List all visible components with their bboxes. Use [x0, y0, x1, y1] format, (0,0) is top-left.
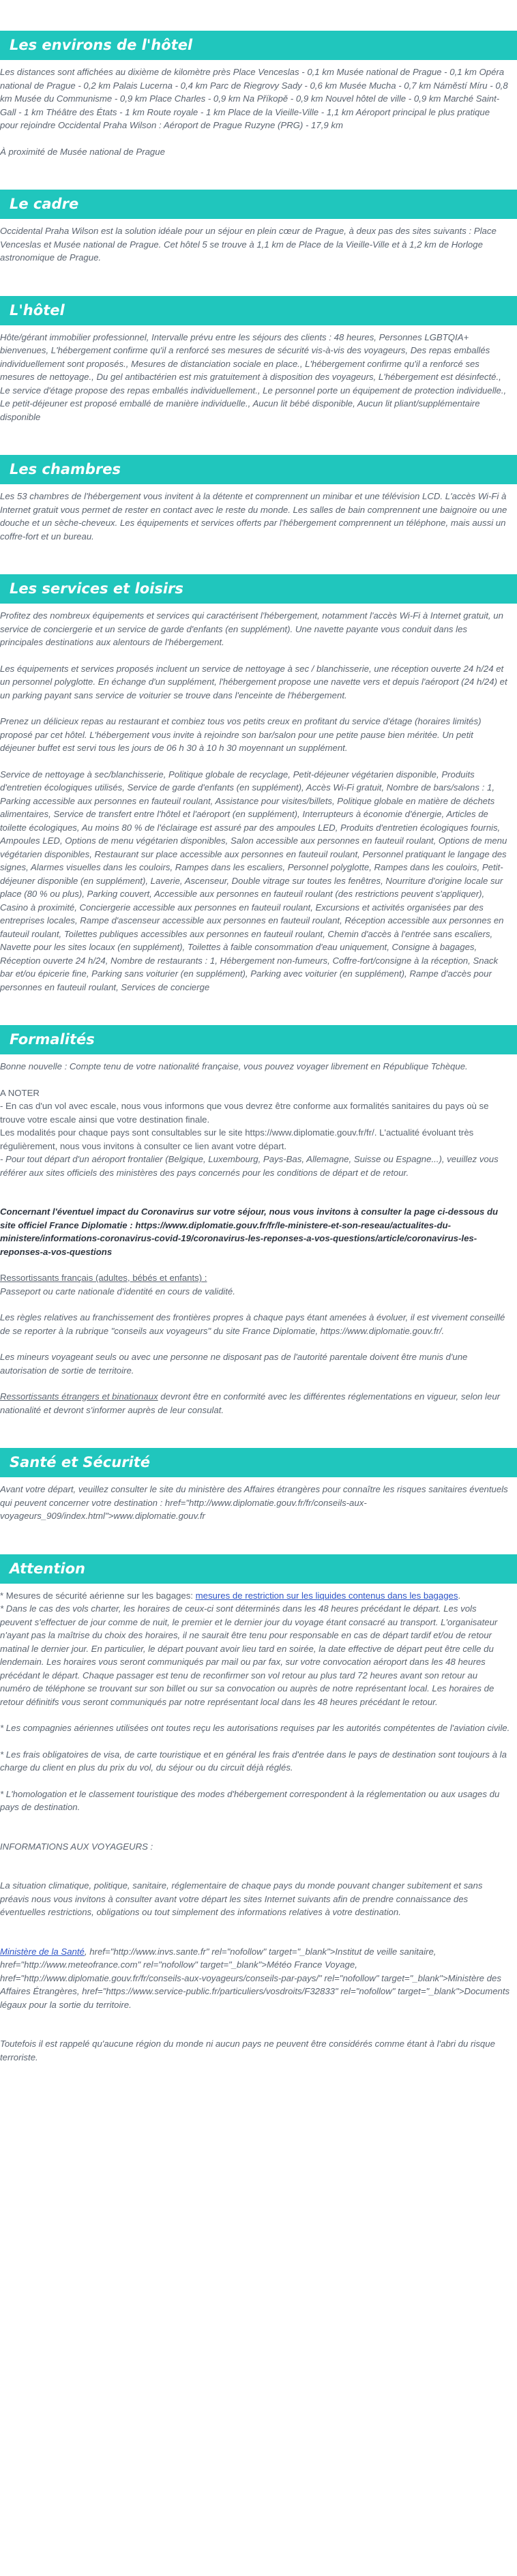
- section-title: Santé et Sécurité: [0, 1448, 517, 1477]
- liquids-restriction-link[interactable]: mesures de restriction sur les liquides contenus dans les bagages: [195, 1590, 458, 1601]
- foreign-nationals-heading: Ressortissants étrangers et binationaux: [0, 1391, 158, 1402]
- section-services: [0, 574, 517, 994]
- paragraph: * L'homologation et le classement touristique des modes d'hébergement correspondent à la réglementation ou aux usages du pays de destination.: [0, 1788, 500, 1812]
- paragraph: [0, 1390, 510, 1417]
- paragraph: Les règles relatives au franchissement des frontières propres à chaque pays étant amenées à évoluer, il est vivement conseillé de se reporter à la rubrique "conseils aux voyageurs" du site France Diplomatie, https://www.diplomatie.gouv.fr/.: [0, 1312, 505, 1336]
- section-title: Formalités: [0, 1025, 517, 1054]
- section-title: Les environs de l'hôtel: [0, 31, 517, 60]
- section-title: Attention: [0, 1554, 517, 1584]
- paragraph: Les équipements et services proposés incluent un service de nettoyage à sec / blanchisserie, une réception ouverte 24 h/24 et un personnel polyglotte. En échange d'un supplément, l'hébergement propose une navette vers et depuis l'aéroport (24 h/24) et un parking payant sans service de voiturier se trouve dans l'enceinte de l'hébergement.: [0, 663, 507, 700]
- paragraph: Bonne nouvelle : Compte tenu de votre nationalité française, vous pouvez voyager librement en République Tchèque.: [0, 1061, 468, 1071]
- section-chambres: [0, 455, 517, 543]
- paragraph: Les 53 chambres de l'hébergement vous invitent à la détente et comprennent un minibar et une télévision LCD. L'accès Wi-Fi à Internet gratuit vous permet de rester en contact avec le reste du monde. Les salles de bain comprennent une baignoire ou une douche et un sèche-cheveux. Les équipements et services offerts par l'hébergement comprennent un téléphone, mais aussi un coffre-fort et un bureau.: [0, 491, 507, 542]
- section-title: L'hôtel: [0, 296, 517, 325]
- note-heading: A NOTER: [0, 1087, 40, 1098]
- text: , href="http://www.invs.sante.fr" rel="nofollow" target="_blank">Institut de veille sanitaire, href="http://www.meteofrance.com" rel="nofollow" target="_blank">Météo France Voyage, href="http://www.diplomatie.gouv.fr/fr/conseils-aux-voyageurs/conseils-par-pays/" rel="nofollow" target="_blank">Ministère des Affaires Étrangères, href="https://www.service-public.fr/particuliers/vosdroits/F32833" rel="nofollow" target="_blank">Documents légaux pour la sortie du territoire.: [0, 1946, 510, 2010]
- paragraph: * Dans le cas des vols charter, les horaires de ceux-ci sont déterminés dans les 48 heures précédant le départ. Les vols peuvent s'effectuer de jour comme de nuit, le premier et le dernier jour du voyage étant consacré au transport. L'organisateur n'ayant pas la maîtrise du choix des horaires, il ne saurait être tenu pour responsable en cas de départ tardif et/ou de retour matinal le dernier jour. En particulier, le départ pouvant avoir lieu tard en soirée, la date effective de départ peut être celle du lendemain. Les horaires vous seront communiqués par mail ou par fax, sur votre convocation aéroport dans les 48 heures précédant le départ. Chaque passager est tenu de reconfirmer son vol retour au plus tard 72 heures avant son retour au numéro de téléphone se trouvant sur son billet ou sur sa convocation ou auprès de notre représentant local. Les horaires de retour définitifs vous seront communiqués par notre représentant local dans les 48 heures précédant le retour.: [0, 1603, 498, 1707]
- paragraph: INFORMATIONS AUX VOYAGEURS :: [0, 1841, 153, 1852]
- health-ministry-link[interactable]: Ministère de la Santé: [0, 1946, 85, 1957]
- paragraph: [0, 1945, 510, 2012]
- paragraph: Occidental Praha Wilson est la solution idéale pour un séjour en plein cœur de Prague, à deux pas des sites suivants : Place Venceslas et Musée national de Prague. Cet hôtel 5 se trouve à 1,1 km de Place de la Vieille-Ville et à 1,2 km de Horloge astronomique de Prague.: [0, 226, 497, 263]
- note-item: - En cas d'un vol avec escale, nous vous informons que vous devrez être conforme aux formalités sanitaires du pays où se trouve votre escale ainsi que votre destination finale.: [0, 1101, 489, 1125]
- paragraph: Profitez des nombreux équipements et services qui caractérisent l'hébergement, notamment l'accès Wi-Fi à Internet gratuit, un service de conciergerie et un service de garde d'enfants (en supplément). Une navette payante vous conduit dans les principales destinations aux alentours de l'hébergement.: [0, 610, 503, 647]
- note-item: Les modalités pour chaque pays sont consultables sur le site https://www.diplomatie.gouv.fr/fr/. L'actualité évoluant très régulièrement, nous vous invitons à consulter ce lien avant votre départ.: [0, 1127, 474, 1151]
- note-item: - Pour tout départ d'un aéroport frontalier (Belgique, Luxembourg, Pays-Bas, Allemagne, Suisse ou Espagne...), veuillez vous référer aux sites officiels des ministères des pays concernés pour les conditions de départ et de retour.: [0, 1154, 499, 1178]
- text: .: [458, 1590, 461, 1601]
- paragraph: Prenez un délicieux repas au restaurant et combiez tous vos petits creux en profitant du service d'étage (horaires limités) proposé par cet hôtel. L'hébergement vous invite à rejoindre son bar/salon pour une petite pause bien méritée. Un petit déjeuner buffet est servi tous les jours de 06 h 30 à 10 h 30 moyennant un supplément.: [0, 716, 482, 753]
- paragraph: Avant votre départ, veuillez consulter le site du ministère des Affaires étrangères pour connaître les risques sanitaires éventuels qui peuvent concerner votre destination : href="http://www.diplomatie.gouv.fr/fr/conseils-aux-voyageurs_909/index.html">www.diplomatie.gouv.fr: [0, 1484, 508, 1521]
- paragraph: Les mineurs voyageant seuls ou avec une personne ne disposant pas de l'autorité parentale doivent être munis d'une autorisation de sortie de territoire.: [0, 1352, 468, 1376]
- section-hotel: [0, 296, 517, 424]
- section-sante: [0, 1448, 517, 1523]
- paragraph: Toutefois il est rappelé qu'aucune région du monde ni aucun pays ne peuvent être considérés comme étant à l'abri du risque terroriste.: [0, 2039, 495, 2062]
- section-environs: [0, 31, 517, 158]
- text: * Mesures de sécurité aérienne sur les bagages:: [0, 1590, 196, 1601]
- paragraph: [0, 1589, 510, 1603]
- french-nationals-heading: Ressortissants français (adultes, bébés et enfants) :: [0, 1273, 207, 1283]
- section-attention: [0, 1554, 517, 2064]
- section-title: Le cadre: [0, 190, 517, 219]
- covid-notice: Concernant l'éventuel impact du Coronavirus sur votre séjour, nous vous invitons à consulter la page ci-dessous du site officiel France Diplomatie : https://www.diplomatie.gouv.fr/fr/le-ministere-et-son-reseau/actualites-du-ministere/informations-coronavirus-covid-19/coronavirus-les-reponses-a-vos-questions/article/coronavirus-les-reponses-a-vos-questions: [0, 1206, 499, 1257]
- paragraph: Les distances sont affichées au dixième de kilomètre près Place Venceslas - 0,1 km Musée national de Prague - 0,1 km Opéra national de Prague - 0,2 km Palais Lucerna - 0,4 km Parc de Riegrovy Sady - 0,6 km Musée Mucha - 0,7 km Náměstí Míru - 0,8 km Musée du Communisme - 0,9 km Place Charles - 0,9 km Na Příkopě - 0,9 km Nouvel hôtel de ville - 0,9 km Marché Saint-Gall - 1 km Théâtre des États - 1 km Route royale - 1 km Place de la Vieille-Ville - 1,1 km Aéroport principal le plus pratique pour rejoindre Occidental Praha Wilson : Aéroport de Prague Ruzyne (PRG) - 17,9 km: [0, 67, 508, 130]
- section-formalites: [0, 1025, 517, 1417]
- paragraph: * Les frais obligatoires de visa, de carte touristique et en général les frais d'entrée dans le pays de destination sont toujours à la charge du client en plus du prix du vol, du séjour ou du circuit déjà réglés.: [0, 1749, 507, 1773]
- section-title: Les chambres: [0, 455, 517, 484]
- paragraph: Service de nettoyage à sec/blanchisserie, Politique globale de recyclage, Petit-déjeuner végétarien disponible, Produits d'entretien écologiques utilisés, Service de garde d'enfants (en supplément), Accès Wi-Fi gratuit, Nombre de bars/salons : 1, Parking accessible aux personnes en fauteuil roulant, Assistance pour visites/billets, Politique globale en matière de déchets alimentaires, Service de transfert entre l'hôtel et l'aéroport (en supplément), Interrupteurs à économie d'énergie, Articles de toilette écologiques, Au moins 80 % de l'éclairage est assuré par des ampoules LED, Produits d'entretien écologiques fournis, Ampoules LED, Options de menu végétarien disponibles, Salon accessible aux personnes en fauteuil roulant, Options de menu végétarien disponibles, Restaurant sur place accessible aux personnes en fauteuil roulant, Personnel pratiquant le langage des signes, Alarmes visuelles dans les couloirs, Rampes dans les escaliers, Personnel polyglotte, Rampes dans les couloirs, Petit-déjeuner disponible (en supplément), Laverie, Ascenseur, Double vitrage sur toutes les fenêtres, Nourriture d'origine locale sur place (80 % ou plus), Parking couvert, Accessible aux personnes en fauteuil roulant (des restrictions peuvent s'appliquer), Casino à proximité, Conciergerie accessible aux personnes en fauteuil roulant, Excursions et activités organisées par des entreprises locales, Rampe d'ascenseur accessible aux personnes en fauteuil roulant, Réception accessible aux personnes en fauteuil roulant, Toilettes publiques accessibles aux personnes en fauteuil roulant, Chemin d'accès à l'entrée sans escaliers, Navette pour les sites locaux (en supplément), Toilettes à faible consommation d'eau uniquement, Consigne à bagages, Réception ouverte 24 h/24, Nombre de restaurants : 1, Hébergement non-fumeurs, Coffre-fort/consigne à la réception, Snack bar et/ou épicerie fine, Parking sans voiturier (en supplément), Parking avec voiturier (en supplément), Rampe d'accès pour personnes en fauteuil roulant, Services de concierge: [0, 769, 507, 992]
- section-title: Les services et loisirs: [0, 574, 517, 604]
- paragraph: À proximité de Musée national de Prague: [0, 146, 165, 157]
- paragraph: Hôte/gérant immobilier professionnel, Intervalle prévu entre les séjours des clients : 48 heures, Personnes LGBTQIA+ bienvenues, L'hébergement confirme qu'il a renforcé ses mesures de sécurité vis-à-vis des voyageurs, Des repas emballés individuellement sont proposés., Mesures de distanciation sociale en place., L'hébergement confirme qu'il a renforcé ses mesures de nettoyage., Du gel antibactérien est mis gratuitement à disposition des voyageurs, L'hébergement est désinfecté., Le service d'étage propose des repas emballés individuellement., Le personnel porte un équipement de protection individuelle., Le petit-déjeuner est proposé emballé de manière individuelle., Aucun lit bébé disponible, Aucun lit pliant/supplémentaire disponible: [0, 331, 507, 422]
- foreign-nationals-text: devront être en conformité avec les différentes réglementations en vigueur, selon leur nationalité et devront s'informer auprès de leur consulat.: [0, 1391, 501, 1415]
- paragraph: La situation climatique, politique, sanitaire, réglementaire de chaque pays du monde pouvant changer subitement et sans préavis nous vous invitons à consulter avant votre départ les sites Internet suivants afin de prendre connaissance des éventuelles restrictions, obligations ou tout simplement des informations relatives à votre destination.: [0, 1880, 483, 1917]
- paragraph: Passeport ou carte nationale d'identité en cours de validité.: [0, 1286, 235, 1297]
- paragraph: * Les compagnies aériennes utilisées ont toutes reçu les autorisations requises par les autorités compétentes de l'aviation civile.: [0, 1723, 510, 1733]
- section-cadre: [0, 190, 517, 265]
